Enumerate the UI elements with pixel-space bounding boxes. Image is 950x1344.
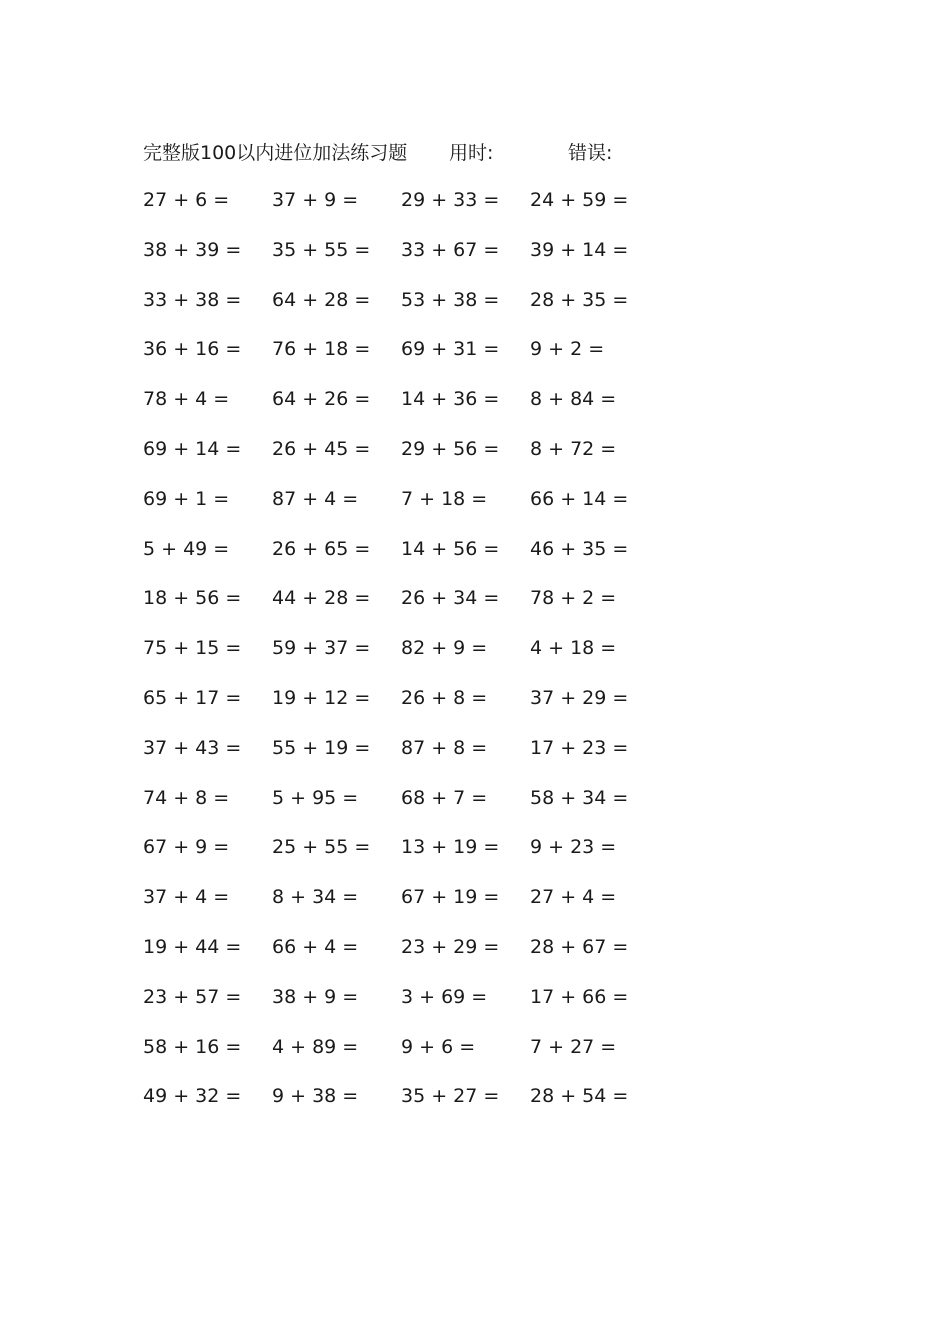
problem-item: 8 + 84 = — [530, 388, 617, 411]
problem-item: 14 + 36 = — [401, 388, 500, 411]
problem-item: 27 + 4 = — [530, 886, 617, 909]
problem-item: 37 + 29 = — [530, 686, 629, 709]
problem-item: 26 + 34 = — [401, 587, 500, 610]
problem-item: 37 + 43 = — [143, 736, 242, 759]
problem-item: 26 + 65 = — [272, 537, 371, 560]
problem-item: 19 + 12 = — [272, 686, 371, 709]
problem-item: 46 + 35 = — [530, 537, 629, 560]
problem-item: 87 + 4 = — [272, 487, 359, 510]
problem-item: 13 + 19 = — [401, 836, 500, 859]
problem-item: 27 + 6 = — [143, 189, 230, 211]
worksheet-header — [143, 137, 612, 165]
problem-item: 67 + 19 = — [401, 886, 500, 909]
problem-item: 58 + 34 = — [530, 786, 629, 809]
problem-item: 59 + 37 = — [272, 637, 371, 660]
problem-item: 9 + 6 = — [401, 1035, 476, 1058]
problem-item: 26 + 8 = — [401, 686, 488, 709]
problem-item: 44 + 28 = — [272, 587, 371, 610]
problem-item: 38 + 9 = — [272, 985, 359, 1008]
problem-item: 76 + 18 = — [272, 338, 371, 361]
problem-item: 8 + 72 = — [530, 437, 617, 460]
problem-item: 35 + 27 = — [401, 1085, 500, 1108]
problem-item: 25 + 55 = — [272, 836, 371, 859]
problem-item: 39 + 14 = — [530, 238, 629, 261]
problem-item: 66 + 4 = — [272, 935, 359, 958]
problem-item: 65 + 17 = — [143, 686, 242, 709]
problem-item: 78 + 4 = — [143, 388, 230, 411]
problem-item: 69 + 14 = — [143, 437, 242, 460]
problem-item: 29 + 56 = — [401, 437, 500, 460]
problem-item: 17 + 23 = — [530, 736, 629, 759]
problem-item: 55 + 19 = — [272, 736, 371, 759]
problem-item: 67 + 9 = — [143, 836, 230, 859]
problem-item: 69 + 1 = — [143, 487, 230, 510]
problem-item: 37 + 4 = — [143, 886, 230, 909]
problem-item: 49 + 32 = — [143, 1085, 242, 1108]
problem-item: 36 + 16 = — [143, 338, 242, 361]
problem-item: 4 + 18 = — [530, 637, 617, 660]
problem-item: 82 + 9 = — [401, 637, 488, 660]
problem-item: 28 + 54 = — [530, 1085, 629, 1108]
problem-item: 8 + 34 = — [272, 886, 359, 909]
errors-label: 错误: — [568, 141, 613, 164]
problem-item: 23 + 29 = — [401, 935, 500, 958]
problem-item: 14 + 56 = — [401, 537, 500, 560]
problem-item: 35 + 55 = — [272, 238, 371, 261]
problem-item: 53 + 38 = — [401, 288, 500, 311]
problem-item: 7 + 27 = — [530, 1035, 617, 1058]
problem-item: 37 + 9 = — [272, 189, 359, 211]
problem-item: 75 + 15 = — [143, 637, 242, 660]
problem-item: 87 + 8 = — [401, 736, 488, 759]
problem-item: 33 + 38 = — [143, 288, 242, 311]
problem-item: 5 + 49 = — [143, 537, 230, 560]
problem-item: 9 + 2 = — [530, 338, 605, 361]
problem-item: 38 + 39 = — [143, 238, 242, 261]
problem-item: 9 + 38 = — [272, 1085, 359, 1108]
problem-item: 3 + 69 = — [401, 985, 488, 1008]
problem-item: 28 + 67 = — [530, 935, 629, 958]
problem-item: 66 + 14 = — [530, 487, 629, 510]
problem-item: 74 + 8 = — [143, 786, 230, 809]
problem-item: 23 + 57 = — [143, 985, 242, 1008]
problem-item: 64 + 26 = — [272, 388, 371, 411]
problem-item: 78 + 2 = — [530, 587, 617, 610]
problem-item: 17 + 66 = — [530, 985, 629, 1008]
problem-item: 28 + 35 = — [530, 288, 629, 311]
problem-item: 64 + 28 = — [272, 288, 371, 311]
problem-item: 29 + 33 = — [401, 189, 500, 211]
problem-item: 24 + 59 = — [530, 189, 629, 211]
problem-item: 18 + 56 = — [143, 587, 242, 610]
worksheet-title: 完整版100以内进位加法练习题 — [143, 141, 408, 164]
problem-item: 19 + 44 = — [143, 935, 242, 958]
problem-item: 5 + 95 = — [272, 786, 359, 809]
problem-item: 7 + 18 = — [401, 487, 488, 510]
time-used-label: 用时: — [449, 141, 494, 164]
problem-item: 68 + 7 = — [401, 786, 488, 809]
problem-item: 58 + 16 = — [143, 1035, 242, 1058]
problem-item: 9 + 23 = — [530, 836, 617, 859]
problem-item: 26 + 45 = — [272, 437, 371, 460]
problem-item: 69 + 31 = — [401, 338, 500, 361]
problem-item: 33 + 67 = — [401, 238, 500, 261]
problem-item: 4 + 89 = — [272, 1035, 359, 1058]
